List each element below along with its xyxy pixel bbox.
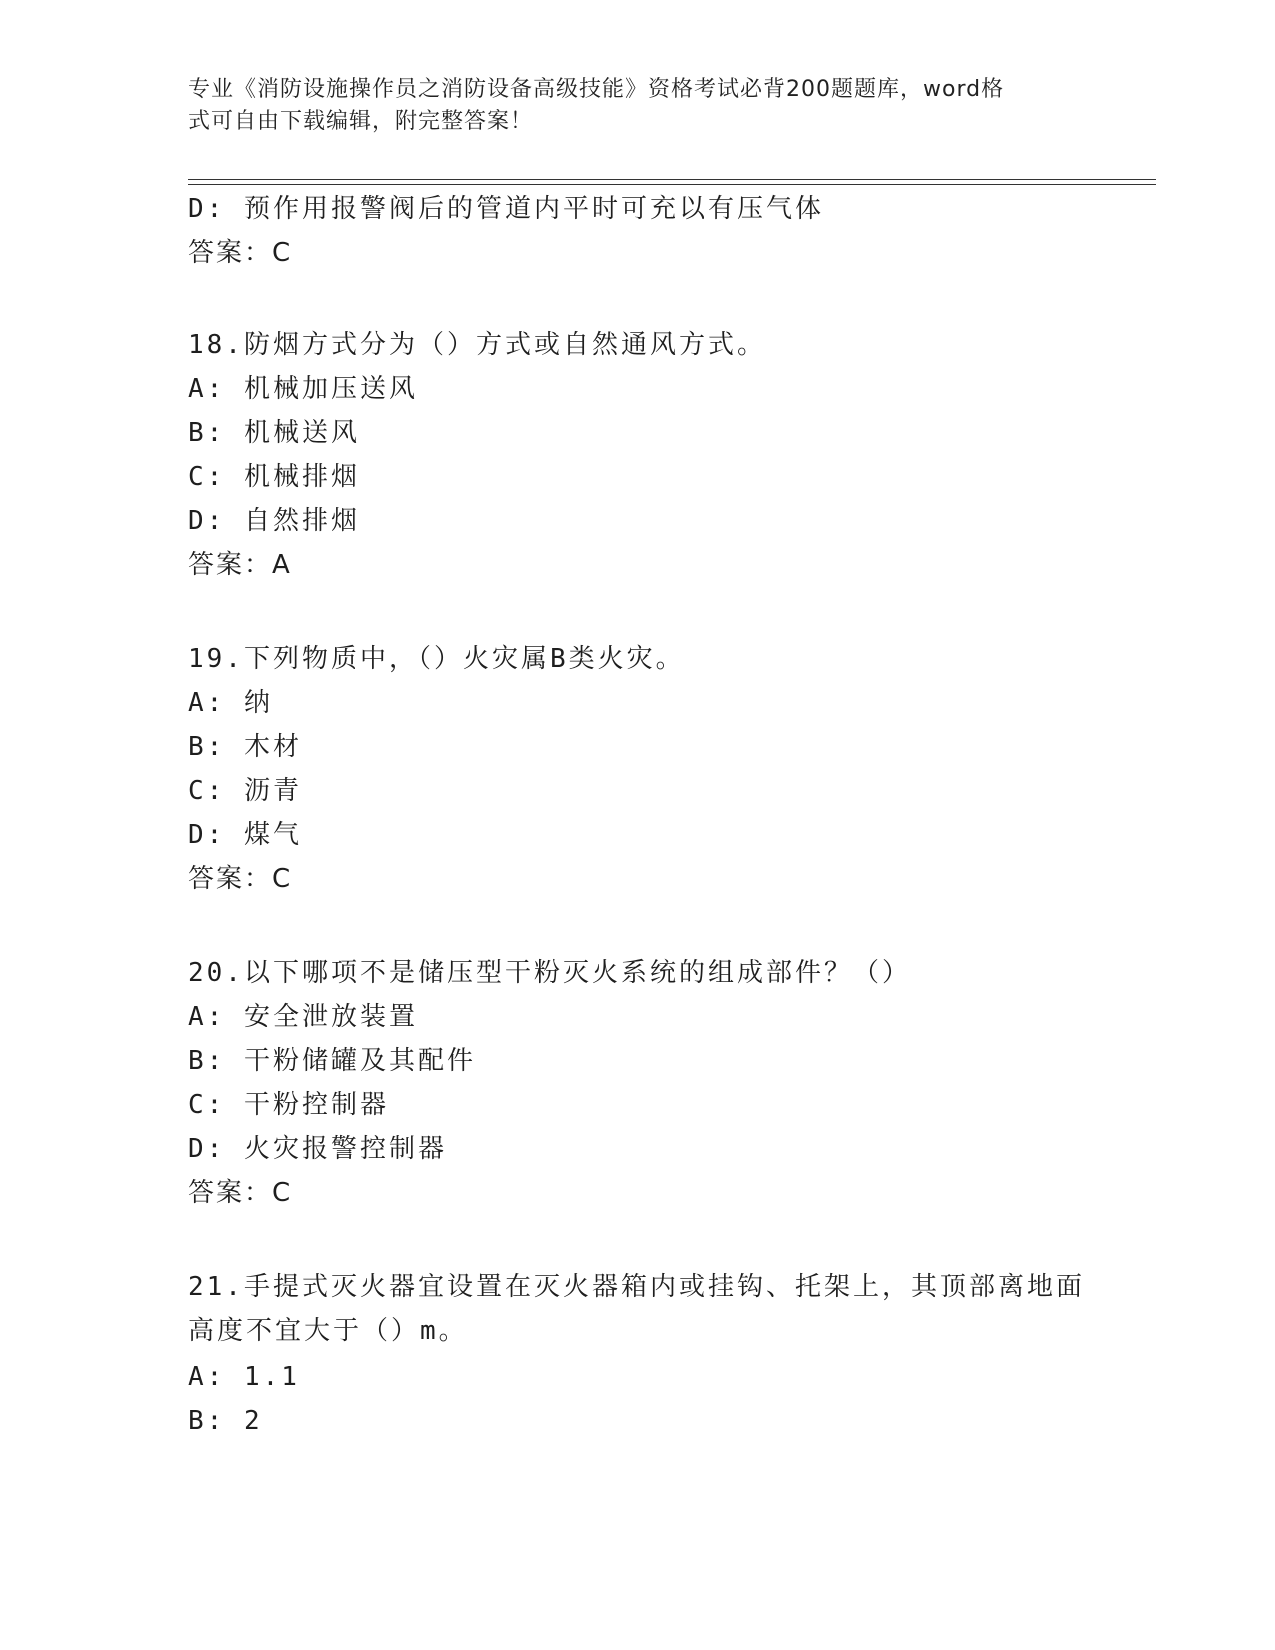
q18-answer: 答案：A — [188, 550, 292, 580]
prev-option-d: D: 预作用报警阀后的管道内平时可充以有压气体 — [188, 194, 824, 224]
q18-option-d: D: 自然排烟 — [188, 506, 360, 536]
q18-option-a: A: 机械加压送风 — [188, 374, 418, 404]
q19-stem: 19.下列物质中，（）火灾属B类火灾。 — [188, 644, 685, 674]
q20-answer: 答案：C — [188, 1178, 293, 1208]
q21-stem-line-1: 21.手提式灭火器宜设置在灭火器箱内或挂钩、托架上，其顶部离地面 — [188, 1272, 1085, 1302]
q18-option-c: C: 机械排烟 — [188, 462, 360, 492]
q20-option-d: D: 火灾报警控制器 — [188, 1134, 447, 1164]
prev-answer: 答案：C — [188, 238, 293, 268]
q21-option-a: A: 1.1 — [188, 1362, 300, 1392]
q19-option-d: D: 煤气 — [188, 820, 302, 850]
q20-option-b: B: 干粉储罐及其配件 — [188, 1046, 476, 1076]
q19-option-c: C: 沥青 — [188, 776, 302, 806]
q20-option-a: A: 安全泄放装置 — [188, 1002, 418, 1032]
q18-stem: 18.防烟方式分为（）方式或自然通风方式。 — [188, 330, 766, 360]
header-divider-bottom — [188, 184, 1156, 185]
q18-option-b: B: 机械送风 — [188, 418, 360, 448]
document-header — [188, 74, 1068, 138]
q21-stem-line-2: 高度不宜大于（）m。 — [188, 1316, 468, 1346]
q21-option-b: B: 2 — [188, 1406, 263, 1436]
q19-option-b: B: 木材 — [188, 732, 302, 762]
header-line-1: 专业《消防设施操作员之消防设备高级技能》资格考试必背200题题库，word格 — [188, 77, 1005, 102]
q19-option-a: A: 纳 — [188, 688, 273, 718]
q20-stem: 20.以下哪项不是储压型干粉灭火系统的组成部件？（） — [188, 958, 911, 988]
header-line-2: 式可自由下载编辑，附完整答案！ — [188, 109, 534, 134]
q20-option-c: C: 干粉控制器 — [188, 1090, 389, 1120]
header-divider-top — [188, 179, 1156, 180]
q19-answer: 答案：C — [188, 864, 293, 894]
